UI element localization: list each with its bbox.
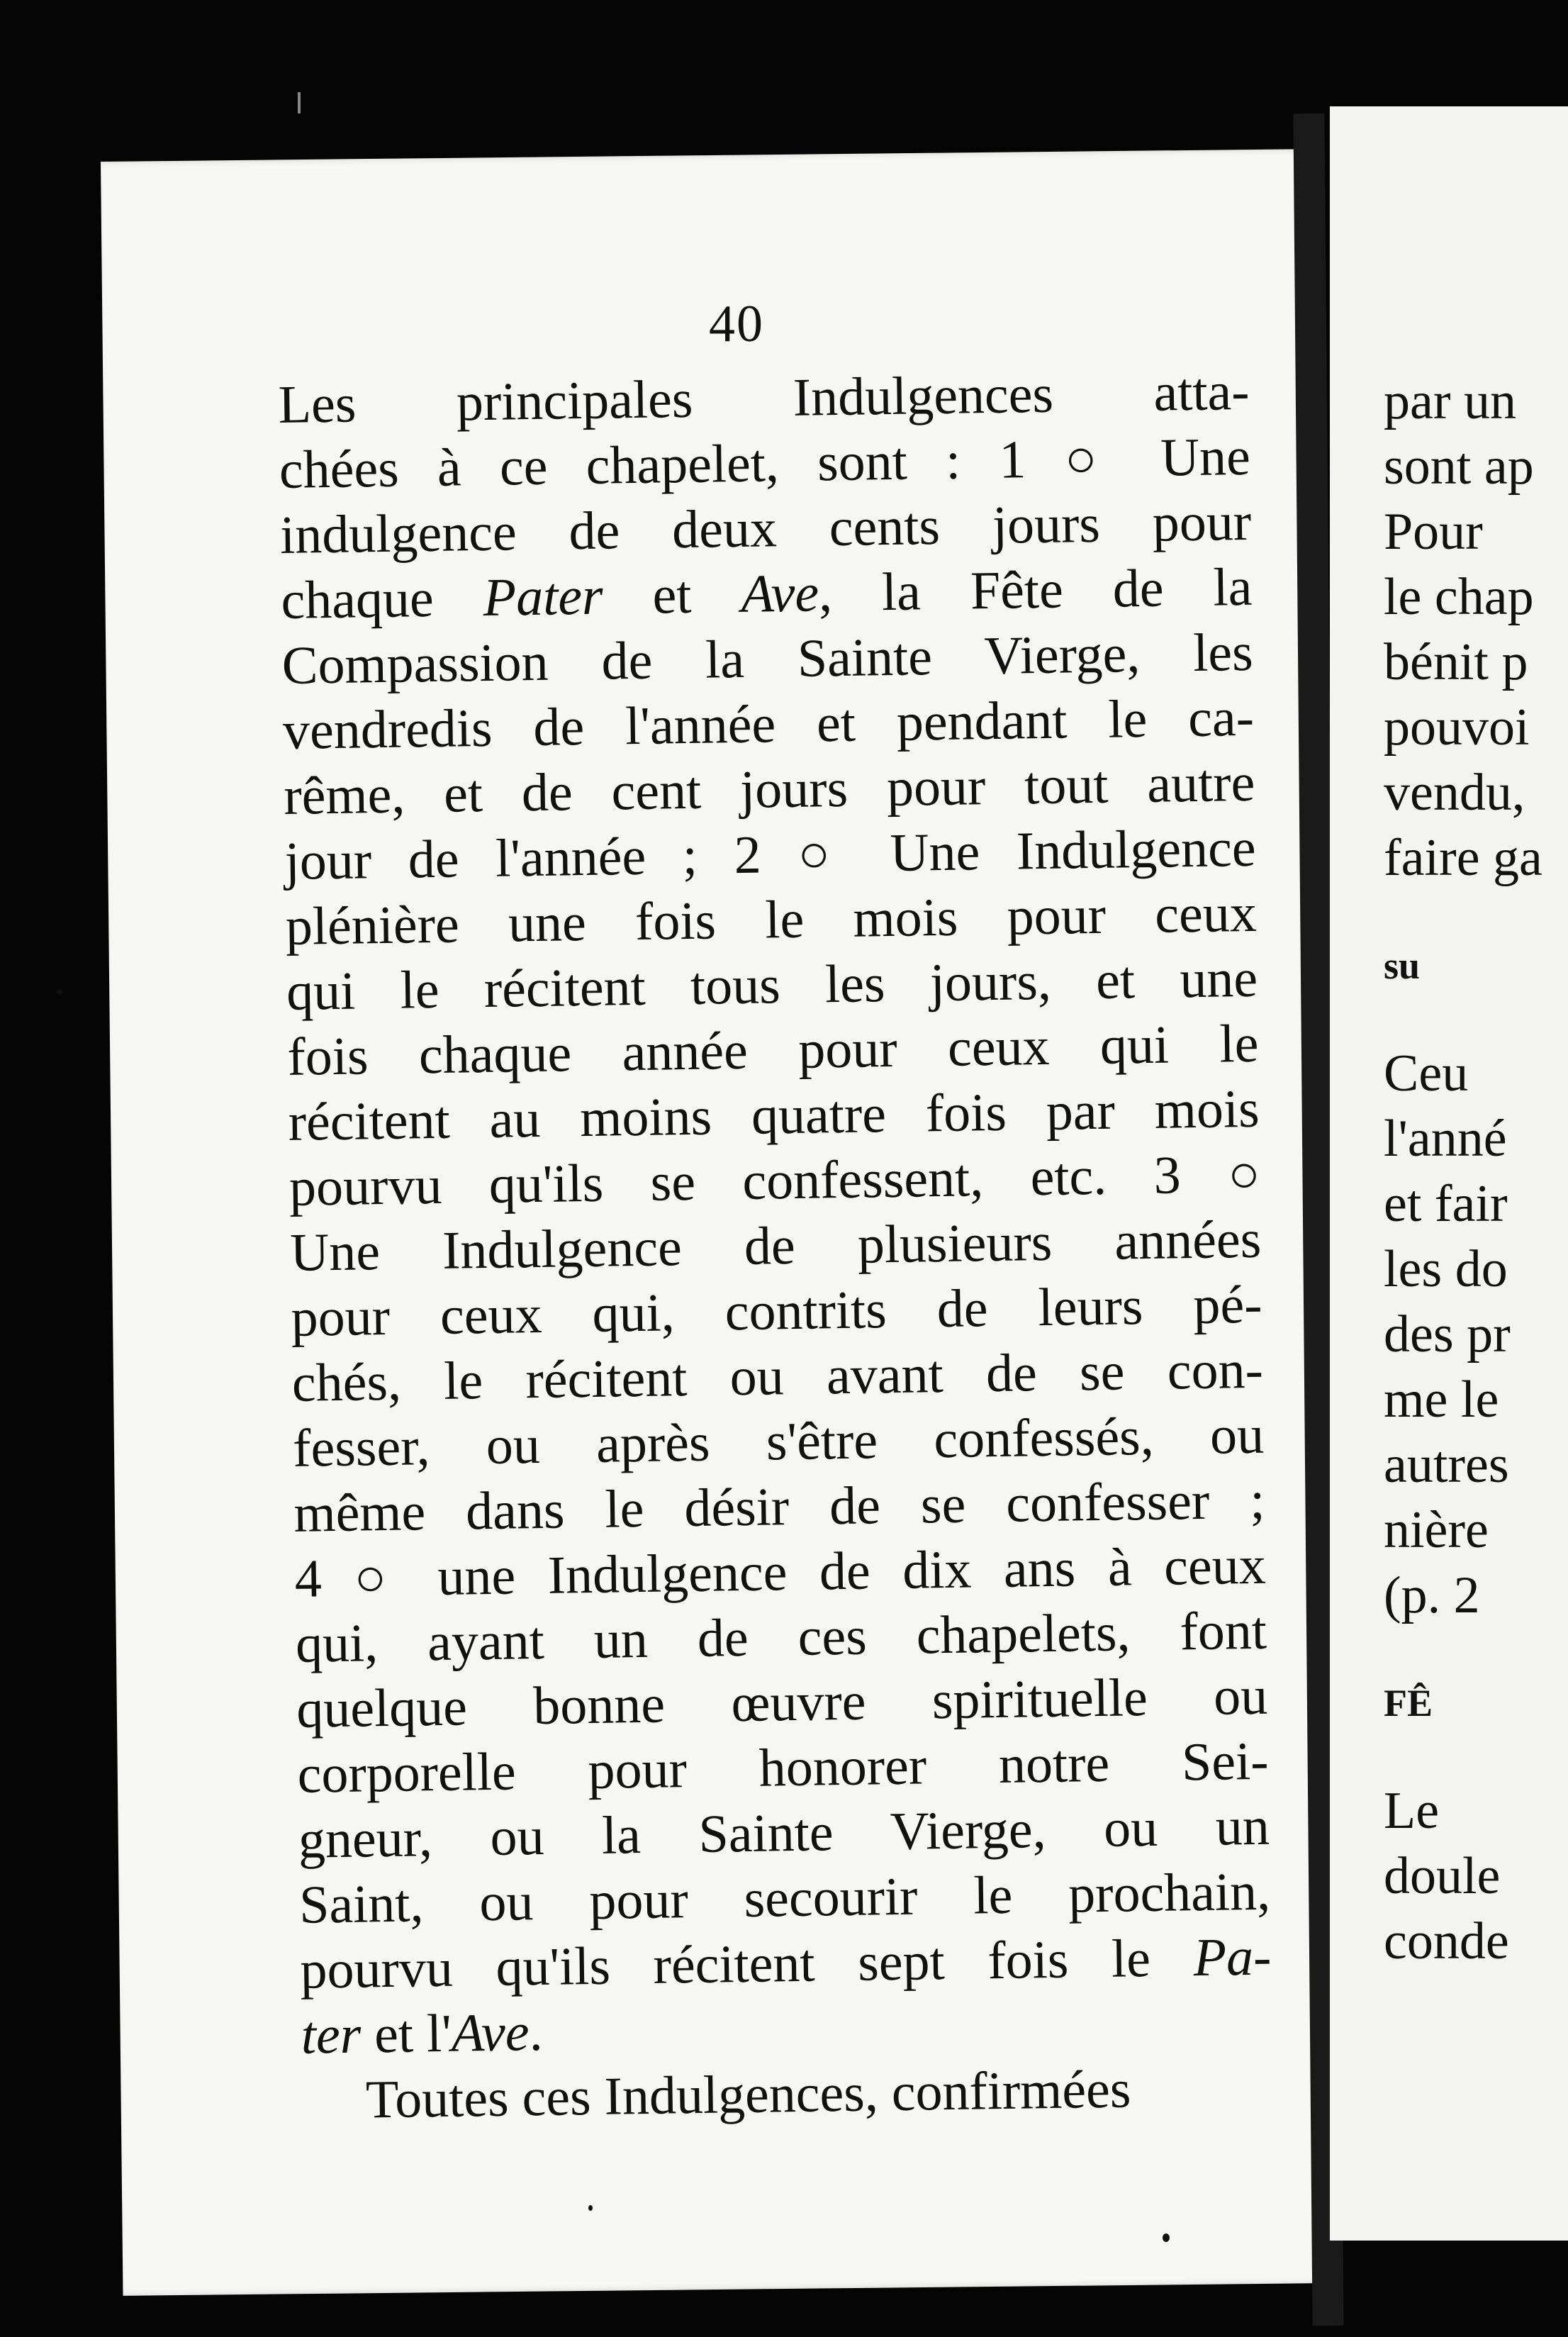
line-gap [1384,1736,1568,1778]
scan-mark [298,92,301,113]
right-text-line: Pour [1384,503,1483,561]
right-text-line: su [1384,944,1421,987]
right-text-line: sont ap [1384,437,1534,496]
text-run: Toutes ces Indulgences, confirmées [365,2059,1131,2130]
line-gap [1384,891,1568,933]
right-text-line: par un [1384,372,1516,430]
right-text-line: doule [1384,1847,1501,1905]
line-gap [1384,1628,1568,1671]
right-text-line: nière [1384,1501,1489,1559]
text-run: et l' [360,2003,452,2065]
text-run: qui, ayant un de ces chapelets, font [295,1600,1267,1674]
text-run: indulgence de deux cents jours pour [279,491,1252,565]
scan-speck [1163,2233,1170,2242]
text-run: pour ceux qui, contrits de leurs pé- [291,1274,1263,1348]
right-text-line: vendu, [1384,764,1525,822]
text-run: quelque bonne œuvre spirituelle ou [296,1666,1268,1739]
text-run: pourvu qu'ils se confessent, etc. 3 ○ [289,1144,1261,1217]
text-run: chées à ce chapelet, sont : 1 ○ Une [279,426,1251,500]
italic-word: Pa- [1193,1926,1272,1988]
right-text-line: FÊ [1384,1682,1433,1724]
text-run: chaque [280,567,484,630]
italic-word: Ave [451,2002,530,2063]
right-text-line: bénit p [1384,633,1528,691]
text-run: 4 ○ une Indulgence de dix ans à ceux [294,1535,1267,1609]
right-text-line: pouvoi [1384,698,1530,757]
text-run: jour de l'année ; 2 ○ Une Indulgence [284,818,1257,891]
right-text-line: le chap [1384,568,1534,626]
italic-word: Pater [483,566,604,628]
text-run: chés, le récitent ou avant de se con- [291,1339,1264,1413]
text-run: vendredis de l'année et pendant le ca- [282,687,1255,761]
italic-word: ter [301,2004,362,2065]
text-line [300,1924,1272,2003]
right-text-line: Le [1384,1782,1440,1840]
scan-speck [588,2205,593,2211]
text-run: fesser, ou après s'être confessés, ou [292,1405,1265,1478]
text-run: , la Fête de la [818,557,1253,623]
right-text-line: et fair [1384,1175,1508,1233]
text-run: récitent au moins quatre fois par mois [288,1078,1260,1152]
text-run: Une Indulgence de plusieurs années [289,1209,1262,1283]
italic-word: Ave [740,563,819,624]
left-page-text [278,359,1274,2134]
text-line [301,2055,1273,2134]
text-run: . [528,2002,544,2063]
scan-speck [57,989,62,995]
text-run: et [602,564,741,626]
text-run: même dans le désir de se confesser ; [293,1470,1265,1544]
right-text-line: l'anné [1384,1110,1507,1168]
page-number: 40 [709,295,764,353]
right-text-line: faire ga [1384,829,1542,887]
text-run: rême, et de cent jours pour tout autre [283,752,1255,826]
text-run: gneur, ou la Sainte Vierge, ou un [298,1796,1270,1870]
right-text-line: autres [1384,1436,1509,1494]
text-run: corporelle pour honorer notre Sei- [297,1731,1270,1805]
right-text-line: les do [1384,1240,1508,1298]
text-run: Saint, ou pour secourir le prochain, [298,1861,1271,1935]
text-run: Compassion de la Sainte Vierge, les [281,622,1254,696]
right-text-line: me le [1384,1371,1499,1429]
text-run: Les principales Indulgences atta- [278,361,1250,435]
line-gap [1384,998,1568,1041]
right-text-line: (p. 2 [1384,1566,1480,1624]
text-run: qui le récitent tous les jours, et une [286,948,1258,1022]
right-text-line: des pr [1384,1305,1511,1363]
text-run: fois chaque année pour ceux qui le [286,1013,1259,1087]
right-text-line: Ceu [1384,1044,1469,1103]
right-text-line: conde [1384,1912,1509,1970]
text-run: plénière une fois le mois pour ceux [285,883,1258,956]
text-run: pourvu qu'ils récitent sept fois le [299,1928,1194,2000]
right-page-text [1384,369,1568,1974]
